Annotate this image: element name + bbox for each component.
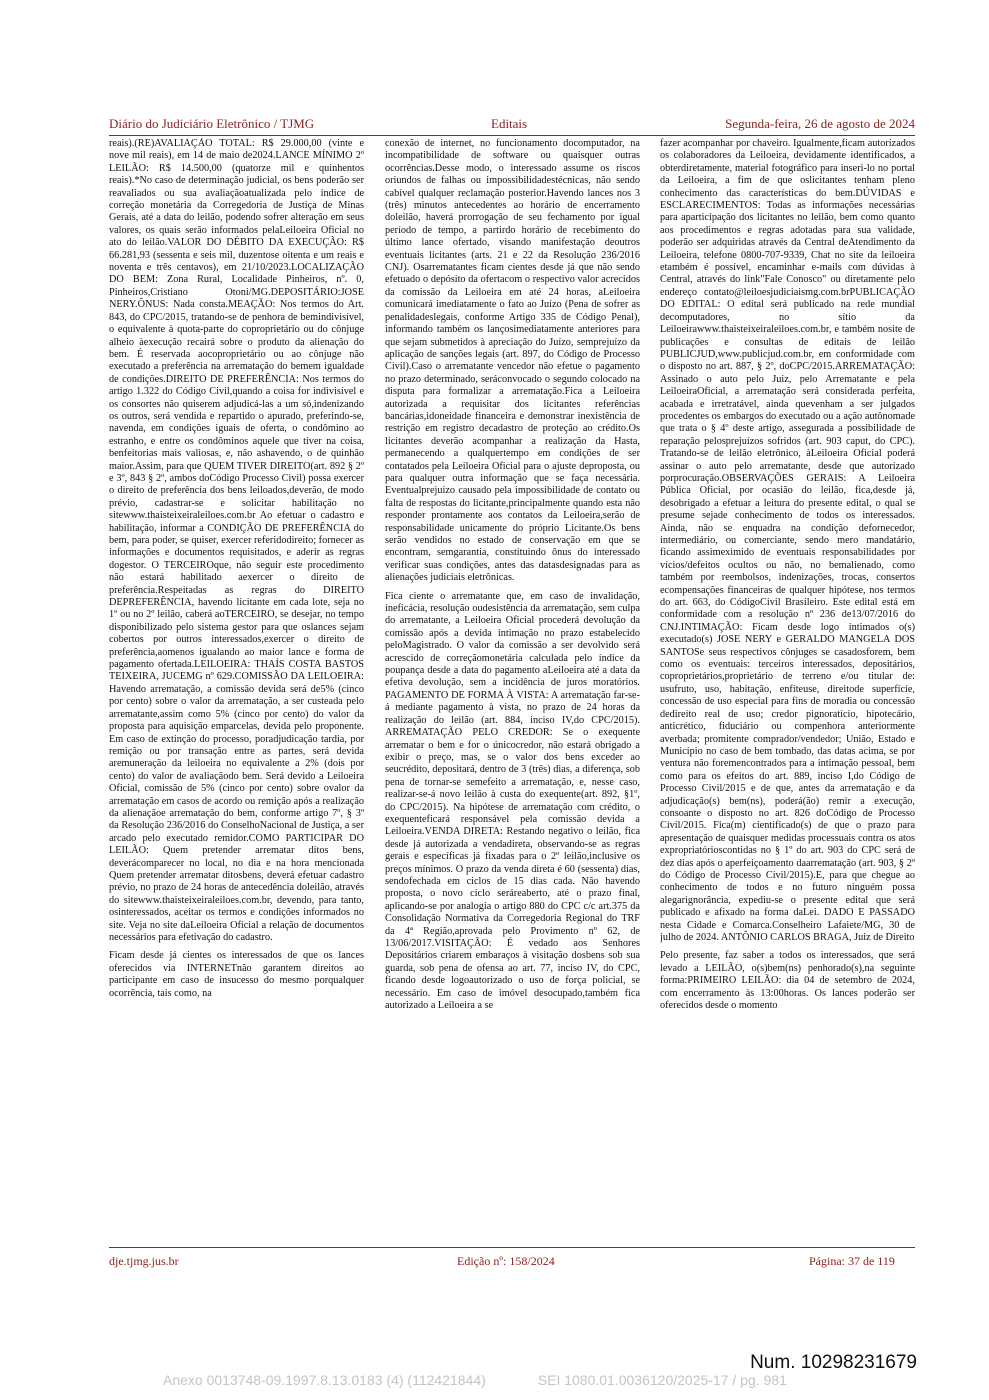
- paragraph: Fica ciente o arrematante que, em caso de invalidação, ineficácia, resolução oudesistência da arrematação, sem culpa do arrematante, a Leiloeira Oficial procederá devolução da comissão após a devida intimação no prazo estabelecido peloMagistrado. O valor da comissão a ser devolvido será acrescido de correçãomonetária calculada pelo índice da poupança desde a data do pagamento aLeiloeira até a data da efetiva devolução, sem a incidência de juros moratórios. PAGAMENTO DE FORMA À VISTA: A arrematação far-se-á mediante pagamento à vista, no prazo de 24 horas da realização do leilão (art. 884, inciso IV,do CPC/2015). ARREMATAÇÃO PELO CREDOR: Se o exequente arrematar o bem e for o únicocredor, não estará obrigado a exibir o preço, mas, se o valor dos bens exceder ao seucrédito, depositará, dentro de 3 (três) dias, a diferença, sob pena de tornar-se semefeito a arrematação, e, nesse caso, realizar-se-á novo leilão à custa do exequente(art. 892, §1º, do CPC/2015). Na hipótese de arrematação com crédito, o exequenteficará responsável pela comissão devida a Leiloeira.VENDA DIRETA: Restando negativo o leilão, fica desde já autorizada a vendadireta, observando-se as regras gerais e específicas já fixadas para o 2º leilão,inclusive os preços mínimos. O prazo da venda direta é 60 (sessenta) dias, sendofechada em ciclos de 15 dias cada. Não havendo proposta, o novo ciclo seráreaberto, até o prazo final, aplicando-se por analogia o artigo 880 do CPC c/c art.375 da Consolidação Normativa da Corregedoria Regional do TRF da 4ª Região,aprovada pelo Provimento nº 62, de 13/06/2017.VISITAÇÃO: É vedado aos Senhores Depositários criarem embaraços à visitação dosbens sob sua guarda, sob pena de ofensa ao art. 77, inciso IV, do CPC, ficando desde logoautorizado o uso de força policial, se necessário. Em caso de imóvel desocupado,também fica autorizado a Leiloeira a se: [385, 590, 640, 1012]
- paragraph: Pelo presente, faz saber a todos os interessados, que será levado a LEILÃO, o(s)bem(ns) penhorado(s),na seguinte forma:PRIMEIRO LEILÃO: dia 04 de setembro de 2024, com encerramento às 13:00horas. Os lances poderão ser oferecidos desde o momento: [660, 950, 915, 1012]
- edition-number: Edição nº: 158/2024: [457, 1254, 555, 1268]
- footer-site-link[interactable]: dje.tjmg.jus.br: [109, 1254, 179, 1268]
- document-number: Num. 10298231679: [750, 1352, 917, 1373]
- annex-reference: Anexo 0013748-09.1997.8.13.0183 (4) (112421844): [163, 1372, 486, 1388]
- paragraph: fazer acompanhar por chaveiro. Igualmente,ficam autorizados os colaboradores da Leiloeira, devidamente identificados, a obterdiretamente, material fotográfico para inseri-lo no portal da Leiloeira, a fim de que oslicitantes tenham pleno conhecimento das características do bem.DÚVIDAS e ESCLARECIMENTOS: Todas as informações necessárias para aparticipação dos licitantes no leilão, bem como quanto aos procedimentos e regras adotadas para sua validade, poderão ser adquiridas através da Central deAtendimento da Leiloeira, telefone 0800-707-9339, Chat no site da leiloeira etambém é possível, encaminhar e-mails com dúvidas à Central, através do link"Fale Conosco" ou diretamente pelo endereço contato@leiloesjudiciaismg.com.brPUBLICAÇÃO DO EDITAL: O edital será publicado na rede mundial decomputadores, no sítio da Leiloeirawww.thaisteixeiraleiloes.com.br, e também nosite de publicações e consultas de editais de leilão PUBLICJUD,www.publicjud.com.br, em conformidade com o disposto no art. 887, § 2º, doCPC/2015.ARREMATAÇÃO: Assinado o auto pelo Juiz, pelo Arrematante e pela LeiloeiraOficial, a arrematação será considerada perfeita, acabada e irretratável, ainda quevenham a ser julgados procedentes os embargos do executado ou a ação autônomade que trata o § 4º deste artigo, assegurada a possibilidade de reparação pelosprejuízos sofridos (art. 903 caput, do CPC). Tratando-se de leilão eletrônico, àLeiloeira Oficial poderá assinar o auto pelo arrematante, desde que autorizado porprocuração.OBSERVAÇÕES GERAIS: A Leiloeira Pública Oficial, por ocasião do leilão, fica,desde já, desobrigado a efetuar a leitura do presente edital, o qual se presume sejade conhecimento de todos os interessados. Ainda, não se enquadra na condição defornecedor, intermediário, ou comerciante, sendo mero mandatário, ficando assimeximido de eventuais responsabilidades por vícios/defeitos ocultos ou não, no bemalienado, como também por reembolsos, indenizações, trocas, consertos ecompensações financeiras de qualquer hipótese, nos termos do art. 663, do CódigoCivil Brasileiro. Este edital está em conformidade com a resolução nº 236 de13/07/2016 do CNJ.INTIMAÇÃO: Ficam desde logo intimados o(s) executado(s) JOSE NERY e GERALDO MANGELA DOS SANTOSe seus respectivos cônjuges se casadosforem, bem como os eventuais: terceiros interessados, depositários, coproprietários,proprietário de terreno e/ou titular de: usufruto, uso, habitação, enfiteuse, direitode superfície, concessão de uso especial para fins de moradia ou concessão dedireito real de uso; credor pignoratício, hipotecário, anticrético, fiduciário ou compenhora anteriormente averbada; promitente comprador/vendedor; União, Estado e Município no caso de bem tombado, das datas acima, se por ventura não foremencontrados para a intimação pessoal, bem como para os efeitos do art. 889, inciso I,do Código de Processo Civil/2015 e de que, antes da arrematação e da adjudicação(s) bem(ns), poderá(ão) remir a execução, consoante o disposto no art. 826 doCódigo de Processo Civil/2015. Fica(m) cientificado(s) de que o prazo para apresentação de quaisquer medidas processuais contra os atos expropriatórioscontidas no § 1º do art. 903 do CPC será de dez dias após o aperfeiçoamento daarrematação (art. 903, § 2º do Código de Processo Civil/2015).E, para que chegue ao conhecimento de todos e no futuro ninguém possa alegarignorância, expediu-se o presente edital que será publicado e afixado na forma daLei. DADO E PASSADO nesta Cidade e Comarca.Conselheiro Lafaiete/MG, 30 de julho de 2024. ANTÔNIO CARLOS BRAGA, Juiz de Direito: [660, 138, 915, 943]
- header-rule: [109, 135, 915, 136]
- publication-date: Segunda-feira, 26 de agosto de 2024: [725, 116, 915, 131]
- page-header: [109, 116, 915, 134]
- paragraph: reais).(RE)AVALIAÇÃO TOTAL: R$ 29.000,00 (vinte e nove mil reais), em 14 de maio de2024.LANCE MÍNIMO 2º LEILÃO: R$ 14.500,00 (quatorze mil e quinhentos reais).*No caso de determinação judicial, os bens poderão ser reavaliados ou sua avaliaçãoatualizada pelo índice de correção monetária da Corregedoria de Justiça de Minas Gerais, até a data do leilão, podendo sofrer alteração em seus valores, os quais serão informados pelaLeiloeira Oficial no ato do leilão.VALOR DO DÉBITO DA EXECUÇÃO: R$ 66.281,93 (sessenta e seis mil, duzentose oitenta e um reais e noventa e três centavos), em 21/10/2023.LOCALIZAÇÃO DO BEM: Zona Rural, Localidade Pinheiros, nº. 0, Pinheiros,Cristiano Otoni/MG.DEPOSITÁRIO:JOSE NERY.ÔNUS: Nada consta.MEAÇÃO: Nos termos do Art. 843, do CPC/2015, tratando-se de penhora de bemindivisível, o equivalente à quota-parte do coproprietário ou do cônjuge alheio àexecução recairá sobre o produto da alienação do bem. É reservada aocoproprietário ou ao cônjuge não executado a preferência na arrematação do bemem igualdade de condições.DIREITO DE PREFERÊNCIA: Nos termos do artigo 1.322 do Código Civil,quando a coisa for indivisível e os consortes não quiserem adjudicá-las a um só,indenizando os outros, será vendida e repartido o apurado, preferindo-se, navenda, em condições iguais de oferta, o condômino ao estranho, e entre os condôminos aquele que tiver na coisa, benfeitorias mais valiosas, e, não ashavendo, o de quinhão maior.Assim, para que QUEM TIVER DIREITO(art. 892 § 2º e 3º, 843 § 2º, ambos doCódigo Processo Civil) possa exercer o direito de preferência dos bens leiloados,deverão, de modo prévio, cadastrar-se e solicitar habilitação no sitewww.thaisteixeiraleiloes.com.br Ao efetuar o cadastro e habilitação, informar a CONDIÇÃO DE PREFERÊNCIA do bem, para poder, se quiser, exercer referidodireito; fornecer as informações e documentos requisitados, e aderir as regras dogestor. O TERCEIROque, não seguir este procedimento não estará habilitado aexercer o direito de preferência.Respeitadas as regras do DIREITO DEPREFERÊNCIA, havendo licitante em cada lote, seja no 1º ou no 2º leilão, caberá aoTERCEIRO, se desejar, no tempo disponibilizado pelo sistema gestor para que oslances sejam cobertos por outros interessados,exercer o direito de preferência,aomenos igualando ao maior lance e forma de pagamento ofertada.LEILOEIRA: THAÍS COSTA BASTOS TEIXEIRA, JUCEMG nº 629.COMISSÃO DA LEILOEIRA: Havendo arrematação, a comissão devida será de5% (cinco por cento) sobre o valor da arrematação, a ser custeada pelo arrematante,assim como 5% (cinco por cento) do valor da proposta para aquisição emparcelas, devida pelo proponente. Em caso de extinção do processo, poradjudicação tardia, por remição ou por transação entre as partes, será devida aremuneração da leiloeira no equivalente a 2% (dois por cento) do valor de avaliaçãodo bem. Será devido a Leiloeira Oficial, comissão de 5% (cinco por cento) sobre ovalor da arrematação em casos de acordo ou remição após a realização da alienaçãoe arrematação do bem, conforme artigo 7º, § 3º da Resolução 236/2016 do ConselhoNacional de Justiça, a ser arcado pelo executado remidor.COMO PARTICIPAR DO LEILÃO: Quem pretender arrematar ditos bens, deverácomparecer no local, no dia e na hora mencionada Quem pretender arrematar ditosbens, deverá efetuar cadastro prévio, no prazo de 24 horas de antecedência doleilão, através do sitewww.thaisteixeiraleiloes.com.br, devendo, para tanto, osinteressados, aceitar os termos e condições informados no site. Veja no site daLeiloeira Oficial a relação de documentos necessários para efetivação do cadastro.: [109, 138, 364, 943]
- page-number: Página: 37 de 119: [809, 1254, 895, 1268]
- text-column-3: [660, 138, 915, 1243]
- paragraph: Ficam desde já cientes os interessados de que os lances oferecidos via INTERNETnão garantem direitos ao participante em caso de insucesso do mesmo porqualquer ocorrência, tais como, na: [109, 950, 364, 999]
- section-title: Editais: [491, 116, 528, 131]
- sei-reference: SEI 1080.01.0036120/2025-17 / pg. 981: [537, 1372, 787, 1388]
- text-column-2: [385, 138, 640, 1243]
- page-footer: [109, 1254, 915, 1270]
- footer-rule: [109, 1247, 915, 1248]
- paragraph: conexão de internet, no funcionamento docomputador, na incompatibilidade de software ou quaisquer outras ocorrências.Desse modo, o interessado assume os riscos oriundos de falhas ou impossibilidadestécnicas, não sendo cabível qualquer reclamação posterior.Havendo lances nos 3 (três) minutos antecedentes ao horário de encerramento doleilão, haverá prorrogação de seu fechamento por igual período de tempo, a partirdo horário de recebimento do último lance ofertado, visando manifestação deoutros eventuais licitantes (arts. 21 e 22 da Resolução 236/2016 CNJ). Osarrematantes ficam cientes desde já que não sendo efetuado o depósito da ofertacom o respectivo valor acrecidos da comissão da Leiloeira em até 24 horas, aLeiloeira comunicará imediatamente o fato ao Juízo (Pena de sofrer as penalidadeslegais, conforme Artigo 335 de Código Penal), informando também os lançosimediatamente anteriores para que sejam submetidos à apreciação do Juízo, semprejuízo da aplicação de sanções legais (art. 897, do Código de Processo Civil).Caso o arrematante vencedor não efetue o pagamento no prazo determinado, seráconvocado o segundo colocado na disputa para formalizar a arrematação.Fica a Leiloeira autorizada a requisitar dos licitantes referências bancárias,idoneidade financeira e demonstrar inexistência de restrição em registro decadastro de proteção ao crédito.Os licitantes deverão acompanhar a realização da Hasta, permanecendo a qualquertempo em condições de ser contatados pela Leiloeira Oficial para o ajuste deproposta, ou para qualquer outra informação que se faça necessária. Eventualprejuízo causado pela impossibilidade de contato ou falta de respostas do licitante,principalmente quando esta não responder prontamente aos contatos da Leiloeira,serão de responsabilidade unicamente do próprio Licitante.Os bens serão vendidos no estado de conservação em que se encontram, semgarantia, constituindo ônus do interessado verificar suas condições, antes das datasdesignadas para as alienações judiciais eletrônicas.: [385, 138, 640, 584]
- journal-title: Diário do Judiciário Eletrônico / TJMG: [109, 116, 315, 131]
- text-column-1: [109, 138, 364, 1243]
- watermark-stamp: [163, 1372, 787, 1388]
